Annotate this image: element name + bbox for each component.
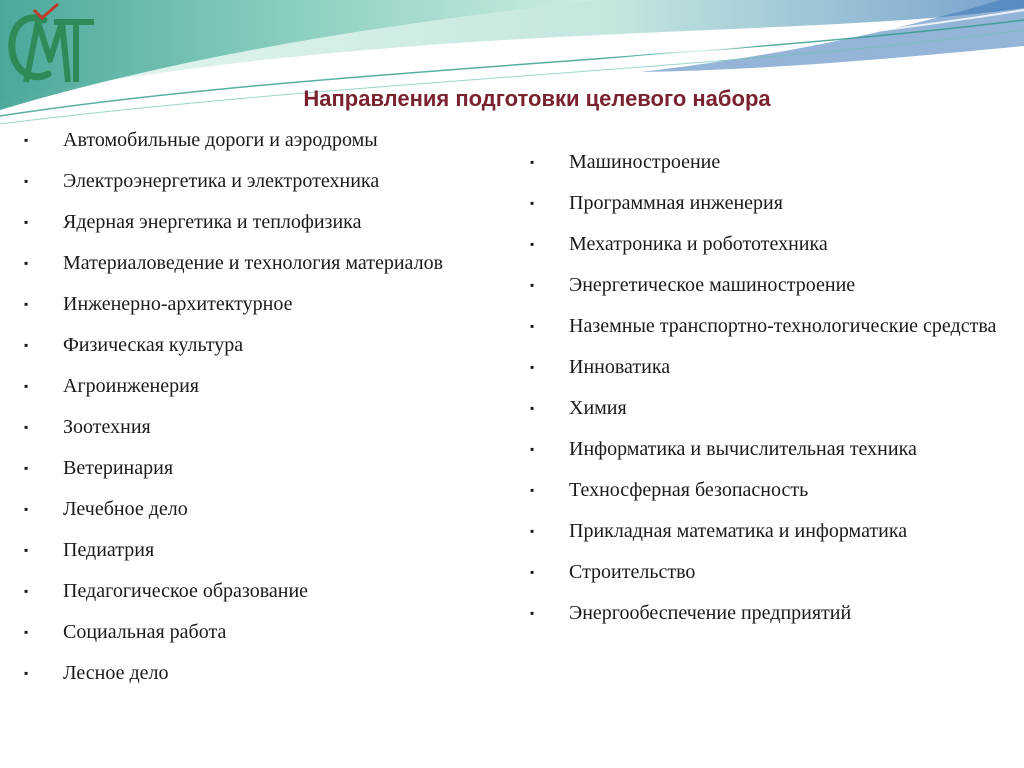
- list-item: [530, 552, 1009, 593]
- bullet-icon: ▪: [24, 625, 29, 639]
- list-item-text: Лечебное дело: [63, 498, 188, 520]
- list-item-text: Информатика и вычислительная техника: [569, 438, 917, 460]
- bullet-icon: ▪: [530, 524, 535, 538]
- bullet-icon: ▪: [530, 606, 535, 620]
- bullet-icon: ▪: [24, 461, 29, 475]
- list-item: [24, 612, 443, 653]
- list-item: [530, 183, 1009, 224]
- list-item-text: Техносферная безопасность: [569, 479, 809, 501]
- list-item-text: Автомобильные дороги и аэродромы: [63, 129, 378, 151]
- bullet-icon: ▪: [530, 360, 535, 374]
- list-item: [530, 265, 1009, 306]
- list-item: [24, 284, 443, 325]
- list-item: [24, 530, 443, 571]
- list-item-text: Электроэнергетика и электротехника: [63, 170, 380, 192]
- list-item-text: Инженерно-архитектурное: [63, 293, 293, 315]
- list-item-text: Материаловедение и технология материалов: [63, 252, 444, 274]
- bullet-icon: ▪: [24, 297, 29, 311]
- bullet-icon: ▪: [530, 278, 535, 292]
- bullet-icon: ▪: [24, 543, 29, 557]
- bullet-icon: ▪: [24, 133, 29, 147]
- bullet-icon: ▪: [530, 155, 535, 169]
- list-item-text: Энергообеспечение предприятий: [569, 602, 852, 624]
- list-item-text: Инноватика: [569, 356, 671, 378]
- bullet-icon: ▪: [24, 420, 29, 434]
- bullet-icon: ▪: [530, 565, 535, 579]
- bullet-icon: ▪: [24, 584, 29, 598]
- list-item-text: Ядерная энергетика и теплофизика: [63, 211, 362, 233]
- list-item: [24, 448, 443, 489]
- list-item: [24, 366, 443, 407]
- list-item: [530, 142, 1009, 183]
- bullet-icon: ▪: [24, 215, 29, 229]
- bullet-icon: ▪: [530, 483, 535, 497]
- left-direction-list: [24, 120, 443, 694]
- list-item: [530, 429, 1009, 470]
- list-item: [24, 653, 443, 694]
- list-item-text: Энергетическое машиностроение: [569, 274, 856, 296]
- list-item-text: Физическая культура: [63, 334, 244, 356]
- list-item-text: Лесное дело: [63, 662, 169, 684]
- list-item-text: Педагогическое образование: [63, 580, 309, 602]
- bullet-icon: ▪: [24, 379, 29, 393]
- list-item: [530, 593, 1009, 634]
- list-item-text: Педиатрия: [63, 539, 155, 561]
- list-item: [24, 571, 443, 612]
- bullet-icon: ▪: [24, 666, 29, 680]
- list-item-text: Прикладная математика и информатика: [569, 520, 908, 542]
- slide-title: Направления подготовки целевого набора: [303, 86, 771, 111]
- bullet-icon: ▪: [530, 442, 535, 456]
- bullet-icon: ▪: [24, 502, 29, 516]
- list-item-text: Программная инженерия: [569, 192, 783, 214]
- bullet-icon: ▪: [530, 401, 535, 415]
- list-item-text: Мехатроника и робототехника: [569, 233, 828, 255]
- list-item: [24, 161, 443, 202]
- bullet-icon: ▪: [530, 319, 535, 333]
- list-item: [530, 388, 1009, 429]
- list-item: [530, 470, 1009, 511]
- smt-logo: [4, 2, 96, 90]
- list-item: [530, 511, 1009, 552]
- bullet-icon: ▪: [530, 237, 535, 251]
- list-item: [24, 243, 443, 284]
- bullet-icon: ▪: [530, 196, 535, 210]
- bullet-icon: ▪: [24, 174, 29, 188]
- bullet-icon: ▪: [24, 256, 29, 270]
- list-item: [24, 202, 443, 243]
- bullet-icon: ▪: [24, 338, 29, 352]
- list-item-text: Наземные транспортно-технологические средства: [569, 315, 997, 337]
- list-item-text: Агроинженерия: [63, 375, 199, 397]
- list-item-text: Химия: [569, 397, 627, 419]
- list-item: [24, 325, 443, 366]
- list-item: [24, 120, 443, 161]
- list-item: [24, 489, 443, 530]
- list-item-text: Зоотехния: [63, 416, 151, 438]
- list-item-text: Машиностроение: [569, 151, 721, 173]
- list-item: [24, 407, 443, 448]
- list-item-text: Ветеринария: [63, 457, 174, 479]
- list-item: [530, 347, 1009, 388]
- list-item-text: Строительство: [569, 561, 696, 583]
- list-item: [530, 224, 1009, 265]
- right-direction-list: [530, 142, 1009, 634]
- list-item: [530, 306, 1009, 347]
- list-item-text: Социальная работа: [63, 621, 227, 643]
